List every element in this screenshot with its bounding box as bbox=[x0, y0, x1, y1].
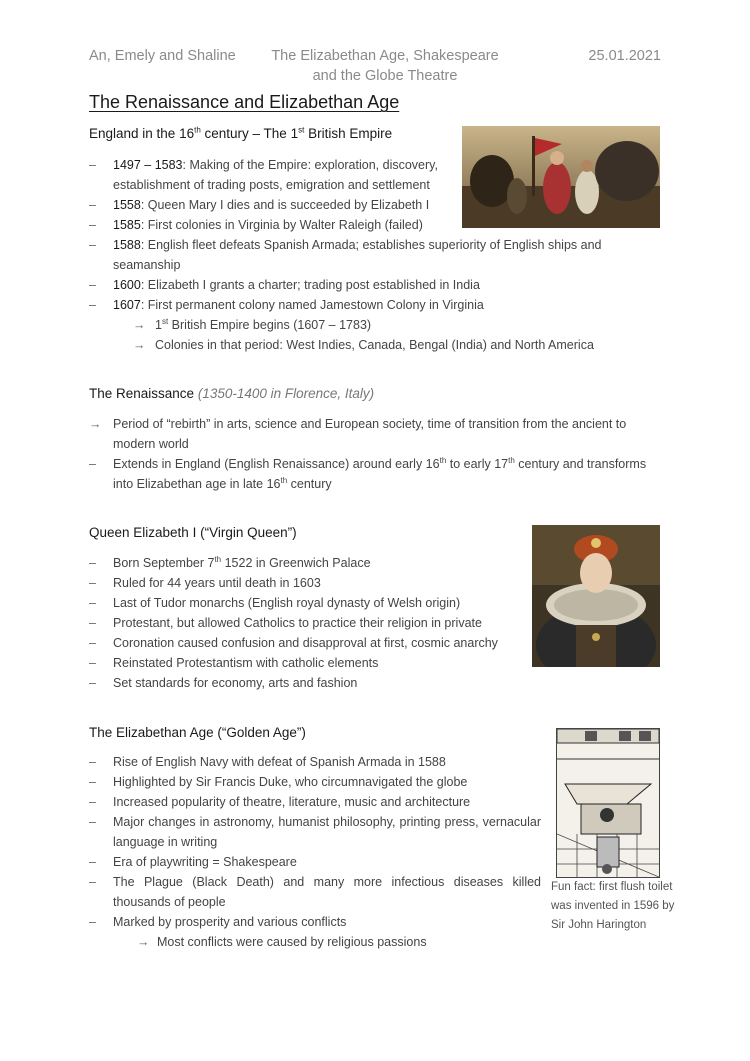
list-item: – Ruled for 44 years until death in 1603 bbox=[89, 576, 321, 590]
list-item: – Major changes in astronomy, humanist philosophy, printing press, vernacular language in writing bbox=[89, 815, 541, 849]
header-topic bbox=[260, 46, 510, 86]
section-heading-renaissance: The Renaissance (1350-1400 in Florence, Italy) bbox=[89, 386, 375, 401]
list-item: – Coronation caused confusion and disapproval at first, cosmic anarchy bbox=[89, 636, 498, 650]
queen-elizabeth-portrait bbox=[532, 525, 660, 667]
empire-list bbox=[89, 155, 449, 215]
list-item: – Last of Tudor monarchs (English royal dynasty of Welsh origin) bbox=[89, 596, 461, 610]
list-item: – Born September 7th 1522 in Greenwich Palace bbox=[89, 554, 371, 570]
header-authors: An, Emely and Shaline bbox=[89, 48, 236, 64]
list-item: – Highlighted by Sir Francis Duke, who circumnavigated the globe bbox=[89, 775, 468, 789]
list-item: → Period of “rebirth” in arts, science and European society, time of transition from the ancient to modern world bbox=[89, 417, 627, 451]
empire-list-continued bbox=[89, 215, 669, 355]
header-date: 25.01.2021 bbox=[588, 48, 661, 64]
list-item: – 1607: First permanent colony named Jamestown Colony in Virginia bbox=[89, 298, 484, 312]
list-item: – 1558: Queen Mary I dies and is succeeded by Elizabeth I bbox=[89, 198, 430, 212]
list-item: – Marked by prosperity and various conflicts bbox=[89, 915, 347, 929]
section-heading-golden-age: The Elizabethan Age (“Golden Age”) bbox=[89, 725, 306, 740]
section-heading-england: England in the 16th century – The 1st British Empire bbox=[89, 125, 393, 141]
golden-age-list bbox=[89, 752, 541, 952]
header-topic-line2: and the Globe Theatre bbox=[312, 68, 458, 84]
page-title: The Renaissance and Elizabethan Age bbox=[89, 92, 400, 112]
list-item: – 1588: English fleet defeats Spanish Armada; establishes superiority of English ships and seamanship bbox=[89, 238, 602, 272]
list-item: – 1600: Elizabeth I grants a charter; trading post established in India bbox=[89, 278, 480, 292]
list-subitem: → Most conflicts were caused by religious passions bbox=[137, 935, 427, 949]
section-heading-queen: Queen Elizabeth I (“Virgin Queen”) bbox=[89, 525, 297, 540]
fun-fact-caption: Fun fact: first flush toilet was invented in 1596 by Sir John Harington bbox=[551, 881, 675, 931]
list-item: – The Plague (Black Death) and many more infectious diseases killed thousands of people bbox=[89, 875, 541, 909]
list-item: – Extends in England (English Renaissance) around early 16th to early 17th century and transforms into Elizabethan age in late 16th century bbox=[89, 455, 647, 491]
list-item: – Increased popularity of theatre, literature, music and architecture bbox=[89, 795, 471, 809]
list-item: – Set standards for economy, arts and fashion bbox=[89, 676, 358, 690]
list-item: – 1497 – 1583: Making of the Empire: exploration, discovery, establishment of trading posts, emigration and settlement bbox=[89, 158, 438, 192]
list-item: – Era of playwriting = Shakespeare bbox=[89, 855, 297, 869]
list-item: – 1585: First colonies in Virginia by Walter Raleigh (failed) bbox=[89, 218, 423, 232]
list-item: – Reinstated Protestantism with catholic elements bbox=[89, 656, 379, 670]
header-topic-line1: The Elizabethan Age, Shakespeare bbox=[271, 48, 499, 64]
list-subitem: → Colonies in that period: West Indies, Canada, Bengal (India) and North America bbox=[133, 338, 594, 352]
flush-toilet-drawing bbox=[556, 728, 660, 878]
queen-list bbox=[89, 553, 519, 693]
list-item: – Rise of English Navy with defeat of Spanish Armada in 1588 bbox=[89, 755, 446, 769]
renaissance-list bbox=[89, 414, 669, 494]
list-subitem: → 1st British Empire begins (1607 – 1783) bbox=[133, 316, 372, 332]
list-item: – Protestant, but allowed Catholics to practice their religion in private bbox=[89, 616, 482, 630]
british-empire-painting bbox=[462, 126, 660, 228]
